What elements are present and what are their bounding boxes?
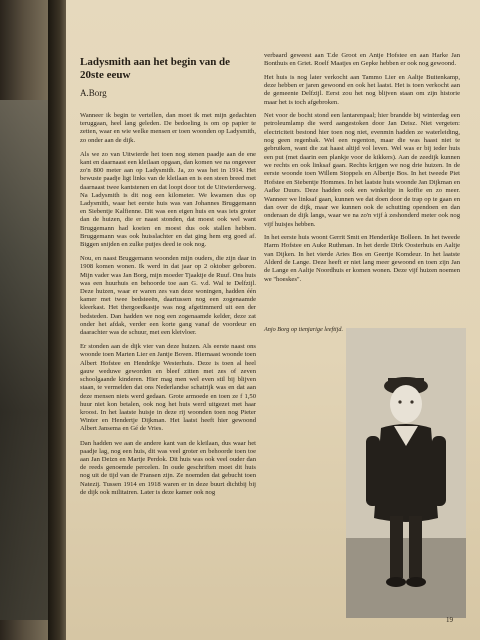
right-column [264,52,460,289]
article-author: A.Borg [80,88,107,98]
paragraph: verbaard geweest aan T.de Groot en Antje Hofstee en aan Harke Jan Bonthuis en Griet. Roelf Maatjes en Gepke hebben er ook nog gewoond. [264,52,460,68]
left-column [80,112,256,503]
boy-portrait-photo [346,328,466,618]
paragraph: Er stonden aan de dijk vier van deze huizen. Als eerste naast ons woonde toen Marten Lier en Jantje Boven. Hiernaast woonde toen Albert Hofstee en Hendrikje Westerhuis. Deze is toen al heel gauw weduwe geworden en bleef zitten met zes of zeven schoolgaande kinderen. Hier mag men wel even stil bij blijven staan, te vermelden dat ons Nederlandse schatrijk was en dat aan deze mensen niets werd gedaan. Grote armoede en toen ze f 1,50 huur niet kon betalen, ook nog het huis werd uitgezet met haar kroost. In het laatste huisje in deze rij woonden toen nog Pieter Winter en Hendertje Dijkman. Het laatst heeft hier gewoond Albert Jansema en Gé de Vries. [80,343,256,433]
paragraph: Dan hadden we aan de andere kant van de kleilaan, dus waar het paadje lag, nog een huis, dit was veel groter en behoorde toen toe aan Jan Deizn en Martje Perdok. Dit huis was ook veel ouder dan de reeds genoemde percelen. In oude geschriften moet dit huis nog uit de tijd van de Fransen zijn. Ze noemden dat gebucht toen Natezij. Tussen 1914 en 1918 waren er in deze buurt dichtbij bij de dijk ook militairen. Later is deze kamer ook nog [80,439,256,496]
paragraph: Net voor de bocht stond een lantarenpaal; hier brandde bij winterdag een petroleumlamp die werd aangestoken door Jan Deisz. Niet vergeten: electriciteit bestond hier toen nog niet, evenmin hadden ze waterleiding, nog geen regenbak. Wel een regenton, maar die was haast niet te gebruiken, want die zat haast altijd vol leven. Wel was er bij ieder huis een put (met daarin een plankje voor de kikkers). Aan de zeedijk kunnen we rechts en ook linksaf gaan. Rechts krijgen we nog drie huizen. In de eerste woonde toen Willem Stoppels en Albertje Bos. In het tweede Piet Hofstee en Siebentje Hommes. In het laatste huis woonde Jan Dijkman en Aafke Duurs. Deze hadden ook een winkeltje in koffie en zo meer. Wanneer we linksaf gaan, kunnen we dat doen door de trap op te gaan en dan over de dijk, maar we kunnen ook de schutting opendoen en dan onderaan de dijk langs, waar we na zo'n vijf à zeshonderd meter ook nog vijf huisjes hebben. [264,112,460,228]
left-page-photo [0,100,48,620]
paragraph: Het huis is nog later verkocht aan Tammo Lier en Aaltje Buitenkamp, deze hebben er jaren gewoond en ook het laatst. Het is toen verkocht aan de gemeente Delfzijl. Eerst zou het nog blijven staan om zijn historie maar het is toch afgebroken. [264,73,460,106]
paragraph: Als we zo van Uitwierde het toen nog stenen paadje aan de ene kant en daarnaast een kleilaan opgaan, dan komen we na ongeveer zo'n 800 meter aan op Ladysmith. Ja, zo was het in 1914. Het bewuste paadje ligt links van de kleilaan en is een steen breed met daarnaast twee kantstenen en dat loopt door tot de Uitwierderweg. Na Ladysmith is dit nog een kilometer. We kwamen dus op Ladysmith, waar het eerste huis was van Johannes Bruggemann en Siebentje Kalfienne. Dit was een eigen huis en was iets groter dan de huizen, die er naast stonden, dat moest ook wel want Bruggemann had koeien en moest dus ook stallen hebben. Bruggemann was ook huisslachter en dat ging hem erg goed af. Biggen snijden en zulke putjes deed ie ook nog. [80,150,256,249]
photo-caption: Anjo Borg op tienjarige leeftijd. [264,326,343,333]
paragraph: Nou, en naast Bruggemann woonden mijn ouders, die zijn daar in 1908 komen wonen. Ik werd in dat jaar op 2 oktober geboren. Mijn vader was Jan Borg, mijn moeder Tjaaktje de Ruuf. Ons huis was een huurhuis en behoorde toe aan G. v.d. Wal te Delfzijl. Deze huizen, waar er waren zes van deze woningen, hadden één kamer met twee bedsteeën, daartussen nog een zogenaamde kleerkast. Het thergoedkastje was nog afgetimmerd uit een der bedsteden. Dan hadden we nog een zogenaamde kelder, deze zat onder het afdak, verder een korte gang vanaf de voordeur en daarachter was de schuur, met een kleivloer. [80,255,256,337]
article-title: Ladysmith aan het begin van de 20ste eeuw [80,56,231,81]
boy-figure [346,328,466,618]
paragraph: In het eerste huis woont Gerrit Smit en Henderikje Bolleen. In het tweede Harm Hofstee en Auke Ruthman. In het derde Dirk Oosterhuis en Aaltje van Dijken. In het vierde Aries Bos en Geertje Komdeur. In het laatste Alderd de Lange. Deze heeft er niet lang meer gewoond en toen zijn Jan de Lange en Aaltje Noordhuis er komen wonen. Deze vijf huizen noemen we "hoeskes". [264,233,460,283]
page-number: 19 [446,616,453,624]
paragraph: Wanneer ik begin te vertellen, dan moet ik met mijn gedachten teruggaan, heel lang geleden. De bedoeling is om op papier te zetten, waar en wie welke mensen er toen woonden op Ladysmith, zo onder aan de dijk. [80,112,256,144]
book-page [66,0,480,640]
